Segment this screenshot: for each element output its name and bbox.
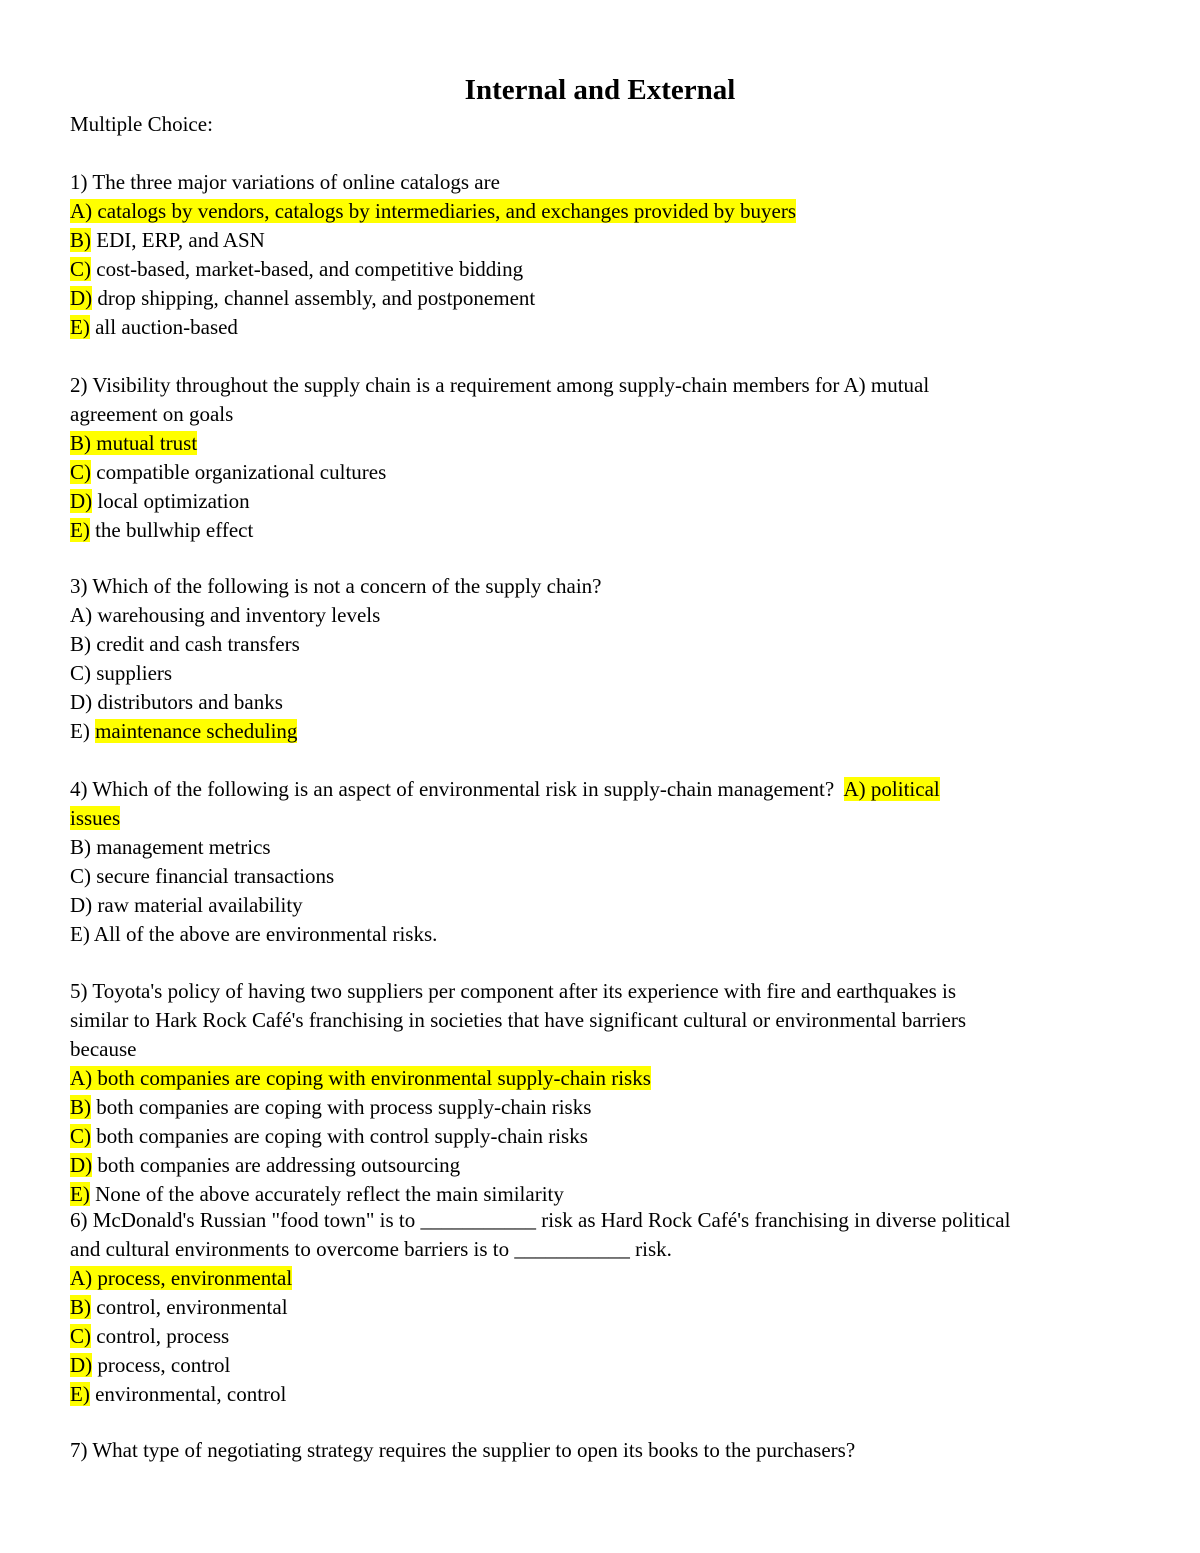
option-letter: B) xyxy=(70,228,91,252)
question-4 xyxy=(70,775,1130,949)
option-text: suppliers xyxy=(91,661,173,685)
option-b xyxy=(70,630,1130,659)
option-b xyxy=(70,1293,1130,1322)
option-text: all auction-based xyxy=(89,315,238,339)
option-letter: A) xyxy=(70,199,93,223)
option-letter: D) xyxy=(70,1153,93,1177)
option-letter: B) xyxy=(70,632,91,656)
option-text: All of the above are environmental risks. xyxy=(89,922,438,946)
option-letter: C) xyxy=(70,257,91,281)
question-6 xyxy=(70,1206,1130,1409)
option-text: process, control xyxy=(92,1353,231,1377)
option-e xyxy=(70,1380,1130,1409)
option-text: mutual trust xyxy=(91,431,198,455)
option-letter: E) xyxy=(70,1182,90,1206)
option-letter: A) xyxy=(70,1266,93,1290)
option-letter: D) xyxy=(70,1353,93,1377)
option-d xyxy=(70,284,1130,313)
correct-answer: A) political xyxy=(843,777,940,801)
question-1 xyxy=(70,168,1130,342)
question-stem: 3) Which of the following is not a concern of the supply chain? xyxy=(70,574,602,598)
page-title: Internal and External xyxy=(464,74,736,106)
question-stem xyxy=(70,775,1130,804)
option-d xyxy=(70,891,1130,920)
option-letter: B) xyxy=(70,1095,91,1119)
option-text: process, environmental xyxy=(92,1266,293,1290)
option-d xyxy=(70,688,1130,717)
option-letter: C) xyxy=(70,1324,91,1348)
option-letter: C) xyxy=(70,864,91,888)
option-letter: B) xyxy=(70,835,91,859)
option-a xyxy=(70,1264,1130,1293)
question-stem: 6) McDonald's Russian "food town" is to ___________ risk as Hard Rock Café's franchising in diverse political xyxy=(70,1208,1011,1232)
option-c xyxy=(70,1322,1130,1351)
option-text: credit and cash transfers xyxy=(91,632,300,656)
option-letter: B) xyxy=(70,1295,91,1319)
option-text: management metrics xyxy=(91,835,271,859)
option-e xyxy=(70,516,1130,545)
question-stem-continued: similar to Hark Rock Café's franchising in societies that have significant cultural or environmental barriers xyxy=(70,1008,967,1032)
option-text: the bullwhip effect xyxy=(89,518,254,542)
option-text: cost-based, market-based, and competitive bidding xyxy=(91,257,524,281)
option-a xyxy=(70,601,1130,630)
option-e xyxy=(70,717,1130,746)
option-letter: B) xyxy=(70,431,91,455)
option-letter: E) xyxy=(70,315,90,339)
option-text: environmental, control xyxy=(89,1382,287,1406)
question-stem-continued: agreement on goals xyxy=(70,402,234,426)
option-b xyxy=(70,833,1130,862)
option-letter: C) xyxy=(70,1124,91,1148)
option-text: maintenance scheduling xyxy=(95,719,298,743)
option-text: control, process xyxy=(91,1324,230,1348)
option-text: compatible organizational cultures xyxy=(91,460,387,484)
question-7 xyxy=(70,1436,1130,1465)
question-stem: 1) The three major variations of online catalogs are xyxy=(70,170,500,194)
option-letter: E) xyxy=(70,518,90,542)
option-text: secure financial transactions xyxy=(91,864,335,888)
option-text: None of the above accurately reflect the main similarity xyxy=(89,1182,564,1206)
question-2 xyxy=(70,371,1130,545)
option-text: EDI, ERP, and ASN xyxy=(91,228,265,252)
question-stem: 7) What type of negotiating strategy requires the supplier to open its books to the purchasers? xyxy=(70,1438,856,1462)
option-e xyxy=(70,313,1130,342)
option-c xyxy=(70,862,1130,891)
option-b xyxy=(70,429,1130,458)
option-letter: E) xyxy=(70,719,90,743)
option-letter: A) xyxy=(70,1066,93,1090)
option-a xyxy=(70,197,1130,226)
question-5 xyxy=(70,977,1130,1209)
option-text: both companies are coping with environmental supply-chain risks xyxy=(92,1066,651,1090)
option-text: raw material availability xyxy=(92,893,303,917)
option-letter: D) xyxy=(70,690,93,714)
option-letter: D) xyxy=(70,489,93,513)
option-b xyxy=(70,1093,1130,1122)
option-d xyxy=(70,487,1130,516)
option-c xyxy=(70,255,1130,284)
option-text: local optimization xyxy=(92,489,250,513)
option-text: both companies are coping with control supply-chain risks xyxy=(91,1124,588,1148)
option-letter: C) xyxy=(70,460,91,484)
option-text: distributors and banks xyxy=(92,690,283,714)
question-stem-continued: because xyxy=(70,1037,137,1061)
option-letter: C) xyxy=(70,661,91,685)
option-text: warehousing and inventory levels xyxy=(92,603,381,627)
option-c xyxy=(70,458,1130,487)
option-text: both companies are addressing outsourcing xyxy=(92,1153,461,1177)
section-label: Multiple Choice: xyxy=(70,112,213,136)
option-letter: A) xyxy=(70,603,93,627)
question-stem-continued: and cultural environments to overcome barriers is to ___________ risk. xyxy=(70,1237,672,1261)
option-c xyxy=(70,659,1130,688)
option-text: both companies are coping with process supply-chain risks xyxy=(91,1095,592,1119)
option-d xyxy=(70,1351,1130,1380)
option-e xyxy=(70,1180,1130,1209)
option-text: drop shipping, channel assembly, and postponement xyxy=(92,286,536,310)
option-e xyxy=(70,920,1130,949)
option-letter: E) xyxy=(70,922,90,946)
question-stem: 5) Toyota's policy of having two suppliers per component after its experience with fire and earthquakes is xyxy=(70,979,956,1003)
correct-answer-text: issues xyxy=(70,806,121,830)
question-stem: 2) Visibility throughout the supply chain is a requirement among supply-chain members for A) mutual xyxy=(70,373,930,397)
option-letter: E) xyxy=(70,1382,90,1406)
option-c xyxy=(70,1122,1130,1151)
option-a xyxy=(70,1064,1130,1093)
option-text: control, environmental xyxy=(91,1295,288,1319)
correct-answer-continued xyxy=(70,804,1130,833)
option-b xyxy=(70,226,1130,255)
option-letter: D) xyxy=(70,893,93,917)
option-text: catalogs by vendors, catalogs by intermediaries, and exchanges provided by buyers xyxy=(92,199,797,223)
option-letter: D) xyxy=(70,286,93,310)
question-stem-text: 4) Which of the following is an aspect of environmental risk in supply-chain management? xyxy=(70,777,844,801)
question-3 xyxy=(70,572,1130,746)
option-d xyxy=(70,1151,1130,1180)
